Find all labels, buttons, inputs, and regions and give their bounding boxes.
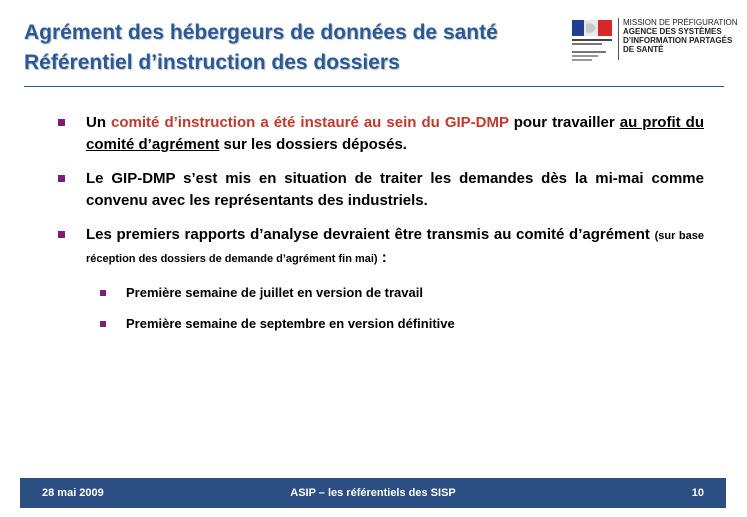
marianne-logo-icon (570, 18, 614, 64)
title-divider (24, 86, 724, 87)
sub-bullet-item (56, 315, 704, 333)
bullet-text: Le GIP-DMP s’est mis en situation de traiter les demandes dès la mi-mai comme convenu avec les représentants des industriels. (86, 170, 704, 209)
footer-page-number: 10 (691, 487, 704, 499)
sub-bullet-square-icon (100, 290, 106, 296)
bullet-text: sur les dossiers déposés. (219, 136, 407, 153)
bullet-square-icon (58, 231, 65, 238)
bullet-square-icon (58, 119, 65, 126)
logo-line1: MISSION DE PRÉFIGURATION (623, 18, 738, 27)
bullet-text: Un (86, 114, 112, 131)
slide-title (24, 18, 498, 78)
logo-line4: DE SANTÉ (623, 45, 664, 54)
bullet-text: Les premiers rapports d’analyse devraient être transmis au comité d’agrément (86, 226, 655, 243)
logo-divider (618, 18, 619, 60)
bullet-highlight: comité d’instruction a été instauré au sein du GIP-DMP (111, 114, 509, 131)
bullet-item (56, 224, 704, 270)
sub-bullet-text: Première semaine de juillet en version de travail (126, 285, 423, 300)
sub-bullet-item (56, 284, 704, 302)
slide-body (56, 112, 704, 346)
asip-logo (570, 18, 742, 68)
bullet-item (56, 112, 704, 156)
bullet-text: : (377, 249, 387, 266)
sub-bullet-square-icon (100, 321, 106, 327)
sub-bullet-text: Première semaine de septembre en version définitive (126, 316, 455, 331)
logo-line3: D’INFORMATION PARTAGÉS (623, 36, 733, 45)
logo-line2: AGENCE DES SYSTÈMES (623, 27, 722, 36)
bullet-item (56, 168, 704, 212)
slide-footer (20, 478, 726, 508)
bullet-square-icon (58, 175, 65, 182)
logo-text (623, 18, 738, 54)
bullet-note: (sur base réception des dossiers de demande d’agrément fin mai) (86, 230, 704, 265)
slide-title-line2: Référentiel d’instruction des dossiers (24, 51, 400, 74)
footer-date: 28 mai 2009 (42, 487, 104, 499)
bullet-text: pour travailler (508, 114, 620, 131)
bullet-underlined: au profit du comité d’agrément (86, 114, 704, 153)
footer-title: ASIP – les référentiels des SISP (290, 487, 456, 499)
slide-title-line1: Agrément des hébergeurs de données de santé (24, 21, 498, 44)
